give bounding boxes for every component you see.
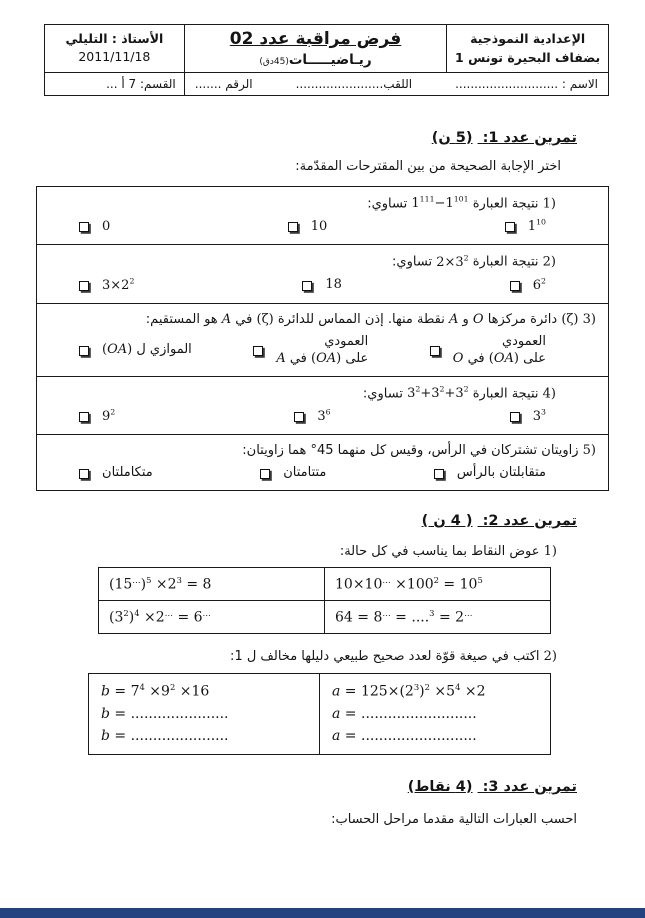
question-text: 3) (ζ) دائرة مركزها O و A نقطة منها. إذن المماس للدائرة (ζ) في A هو المستقيم: [145, 311, 596, 327]
teacher-name: الأستاذ : التليلي [65, 30, 164, 46]
answer-option[interactable] [79, 342, 192, 359]
option-label: $6^2$ [532, 276, 546, 293]
option-label: العمودي على (OA) في O [452, 333, 546, 366]
title-cell [184, 25, 447, 73]
answer-option[interactable] [288, 219, 328, 236]
answer-option[interactable] [294, 408, 330, 426]
answer-option[interactable] [510, 277, 546, 295]
fill-blank-cell[interactable]: $(15^\dots)^5 \times 2^3 = 8$ [99, 568, 325, 601]
given-expression: $b = 7^4 \times 9^2 \times 16$ [101, 682, 210, 700]
teacher-cell [45, 25, 185, 73]
answer-options-row [37, 213, 608, 238]
footer-scan-bar [0, 908, 645, 918]
exercise2-points: ( 4 ن ) [421, 513, 473, 530]
checkbox-icon[interactable] [79, 222, 89, 232]
exercise2-item1: 1) عوض النقاط بما يناسب في كل حالة: [339, 544, 557, 560]
option-label: 18 [325, 277, 342, 293]
exercise2-item2: 2) اكتب في صيغة قوّة لعدد صحيح طبيعي دليلها مخالف ل 1: [230, 649, 557, 665]
answer-option[interactable] [434, 465, 546, 482]
option-label: $3^6$ [317, 407, 331, 425]
mcq-question-block-4 [37, 377, 608, 436]
answer-options-row [37, 460, 608, 484]
option-label: $1^{10}$ [527, 218, 546, 235]
class-field[interactable]: القسم: 7 أ ... [45, 72, 185, 95]
header-table [44, 24, 609, 96]
answer-options-row [37, 329, 608, 370]
option-label: 0 [102, 218, 111, 234]
exercise1-instruction: اختر الإجابة الصحيحة من بين المقترحات المقدّمة: [295, 158, 561, 174]
question-text: 5) زاويتان تشتركان في الرأس، وقيس كل منهما 45° هما زاويتان: [242, 443, 596, 459]
checkbox-icon[interactable] [505, 222, 515, 232]
option-label: الموازي ل (OA) [102, 342, 192, 358]
fill-blanks-table [98, 567, 551, 634]
exercise2-heading [36, 513, 577, 529]
school-cell [447, 25, 609, 73]
checkbox-icon[interactable] [510, 412, 520, 422]
checkbox-icon[interactable] [79, 469, 89, 479]
name-field[interactable]: الاسم : ........................... [455, 76, 598, 91]
exercise3-heading [36, 779, 577, 795]
table-row [89, 674, 551, 755]
table-row [99, 568, 551, 601]
student-id-cell [184, 72, 608, 95]
answer-options-row [37, 272, 608, 297]
subject-line [189, 52, 443, 68]
answer-option[interactable] [260, 465, 326, 482]
table-row [99, 601, 551, 634]
exercise3-title: تمرين عدد 3: [482, 778, 577, 795]
document-title: فرض مراقبة عدد 02 [229, 28, 402, 49]
option-label: متكاملتان [102, 465, 153, 481]
checkbox-icon[interactable] [253, 346, 263, 356]
exercise1-title: تمرين عدد 1: [482, 129, 577, 146]
checkbox-icon[interactable] [79, 412, 89, 422]
checkbox-icon[interactable] [260, 469, 270, 479]
fill-blank-cell[interactable]: $(3^2)^4 \times 2^\dots = 6^\dots$ [99, 601, 325, 634]
expression-cell-a [320, 674, 551, 755]
answer-line[interactable]: b = ...................... [101, 705, 229, 722]
option-label: 10 [310, 218, 328, 234]
given-expression: $a = 125\times(2^3)^2 \times 5^4 \times 2$ [332, 682, 486, 700]
answer-option[interactable] [302, 277, 342, 294]
mcq-table [36, 186, 609, 491]
answer-option[interactable] [505, 218, 546, 236]
number-field[interactable]: الرقم ....... [194, 76, 253, 91]
school-name-line1: الإعدادية النموذجية [470, 31, 586, 46]
answer-line[interactable]: b = ...................... [101, 727, 229, 744]
answer-option[interactable] [79, 277, 134, 295]
answer-option[interactable] [79, 219, 110, 236]
fill-blank-cell[interactable]: 64 = 8… = ....$^3$ = 2… [325, 601, 551, 634]
mcq-question-block-5 [37, 435, 608, 490]
expression-cell-b [89, 674, 320, 755]
answer-line[interactable]: a = .......................... [332, 727, 477, 744]
option-label: $9^2$ [102, 407, 116, 425]
school-name-line2: بضفاف البحيرة تونس 1 [455, 50, 601, 66]
checkbox-icon[interactable] [294, 412, 304, 422]
option-label: $3\times 2^2$ [102, 276, 135, 293]
fill-blank-cell[interactable]: $10\times 10^\dots \times 100^2 = 10^5$ [325, 568, 551, 601]
question-text: 2) نتيجة العبارة $2\times 3^2$ تساوي: [392, 253, 556, 270]
answer-options-row [37, 403, 608, 428]
checkbox-icon[interactable] [434, 469, 444, 479]
option-label: متقابلتان بالرأس [456, 465, 546, 481]
subject-label: ريـاضيـــــات [288, 51, 372, 68]
power-form-table [88, 673, 551, 755]
duration-label: (45دق) [259, 56, 289, 67]
checkbox-icon[interactable] [302, 281, 312, 291]
mcq-question-block-2 [37, 245, 608, 304]
mcq-question-block-1 [37, 187, 608, 246]
answer-option[interactable] [253, 334, 368, 368]
answer-option[interactable] [430, 334, 546, 368]
checkbox-icon[interactable] [510, 281, 520, 291]
exercise1-heading [36, 130, 577, 146]
exam-date: 2011/11/18 [78, 49, 151, 65]
student-id-row [195, 77, 598, 91]
question-text: 4) نتيجة العبارة $3^2+3^2+3^2$ تساوي: [362, 384, 556, 401]
answer-line[interactable]: a = .......................... [332, 705, 477, 722]
checkbox-icon[interactable] [79, 281, 89, 291]
mcq-question-block-3 [37, 304, 608, 377]
exercise3-instruction: احسب العبارات التالية مقدما مراحل الحساب: [331, 811, 577, 827]
answer-option[interactable] [79, 408, 115, 426]
surname-field[interactable]: اللقب....................... [295, 76, 413, 91]
exercise2-title: تمرين عدد 2: [482, 513, 577, 530]
option-label: $3^3$ [532, 407, 546, 425]
answer-option[interactable] [79, 465, 153, 482]
option-label: العمودي على (OA) في A [276, 333, 369, 366]
answer-option[interactable] [510, 408, 546, 426]
checkbox-icon[interactable] [430, 346, 440, 356]
exercise3-points: (4 نقاط) [407, 778, 473, 795]
checkbox-icon[interactable] [288, 222, 298, 232]
question-text: 1) نتيجة العبارة $1^{111}-1^{101}$ تساوي: [367, 194, 556, 212]
checkbox-icon[interactable] [79, 346, 89, 356]
option-label: متتامتان [283, 465, 327, 481]
exercise1-points: (5 ن) [431, 129, 473, 146]
